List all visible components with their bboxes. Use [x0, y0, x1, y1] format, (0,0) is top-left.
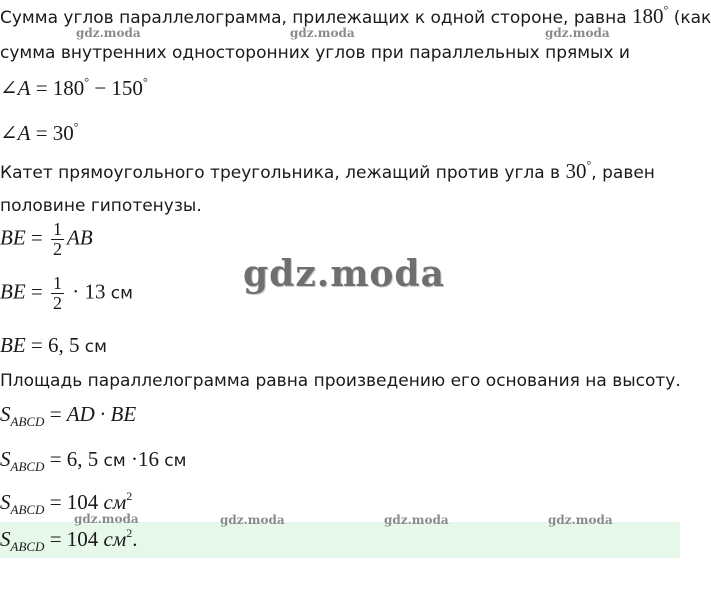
variable: A [17, 76, 31, 100]
sentence-text: Катет прямоугольного треугольника, лежащий против угла в [0, 163, 566, 183]
watermark: gdz.moda [545, 26, 610, 40]
fraction: $\frac{1}{2}$ [53, 219, 62, 259]
sentence-text: Сумма углов параллелограмма, прилежащих к одной стороне, равна [0, 8, 633, 28]
angle-equation-1: ∠A = 180° − 150° [0, 75, 148, 100]
fraction: $\frac{1}{2}$ [53, 273, 62, 313]
angle-symbol: ∠ [0, 121, 18, 145]
sentence-text: половине гипотенузы. [0, 196, 202, 216]
be-equation-3: BE = 6, 5 см [0, 333, 107, 357]
be-equation-2: BE = $\frac{1}{2}$ · 13 см [0, 273, 133, 313]
variable: S [0, 490, 11, 514]
unit: см [110, 283, 133, 304]
variable: S [0, 402, 11, 426]
sentence-text: Площадь параллелограмма равна произведению его основания на высоту. [0, 371, 681, 391]
variable: S [0, 447, 11, 471]
final-answer: $S_{ABCD} = 104$ $см^2$. [0, 526, 138, 554]
unit: см [103, 490, 127, 514]
text-line-4 [0, 196, 202, 216]
watermark: gdz.moda [290, 26, 355, 40]
product: AD · BE [66, 402, 137, 426]
degree-value: 180° [632, 3, 669, 28]
watermark: gdz.moda [384, 513, 449, 527]
sentence-tail: , равен [591, 163, 655, 183]
unit: см [84, 337, 107, 357]
area-equation-1: $S_{ABCD}$ = AD · BE [0, 402, 137, 429]
text-line-5 [0, 371, 681, 391]
watermark: gdz.moda [74, 512, 139, 526]
variable: A [17, 121, 31, 145]
watermark: gdz.moda [548, 513, 613, 527]
sentence-text: сумма внутренних односторонних углов при параллельных прямых и [0, 43, 630, 63]
watermark: gdz.moda [220, 513, 285, 527]
degree-value: 30° [565, 158, 592, 183]
text-line-2 [0, 43, 630, 63]
watermark-large: gdz.moda [243, 253, 445, 295]
variable: BE [0, 279, 26, 304]
area-equation-2: $S_{ABCD} = 6$, 5 см ·16 см [0, 447, 187, 474]
unit: см [103, 451, 126, 471]
be-equation-1: BE = $\frac{1}{2}$ AB [0, 219, 93, 259]
angle-equation-2: ∠A = 30° [0, 120, 79, 145]
equation-value: = 30 [30, 121, 74, 145]
unit: см [103, 527, 127, 551]
variable: BE [0, 333, 26, 357]
variable: S [0, 527, 11, 551]
variable: BE [0, 225, 26, 250]
unit: см [164, 451, 187, 471]
text-line-3 [0, 159, 655, 184]
variable: AB [67, 225, 93, 250]
sentence-tail: (как [668, 8, 711, 28]
equation-value: − 150 [89, 76, 143, 100]
angle-symbol: ∠ [0, 76, 18, 100]
watermark: gdz.moda [76, 26, 141, 40]
area-equation-3: $S_{ABCD} = 104$ $см^2$ [0, 489, 133, 517]
equation-value: = 180 [30, 76, 85, 100]
